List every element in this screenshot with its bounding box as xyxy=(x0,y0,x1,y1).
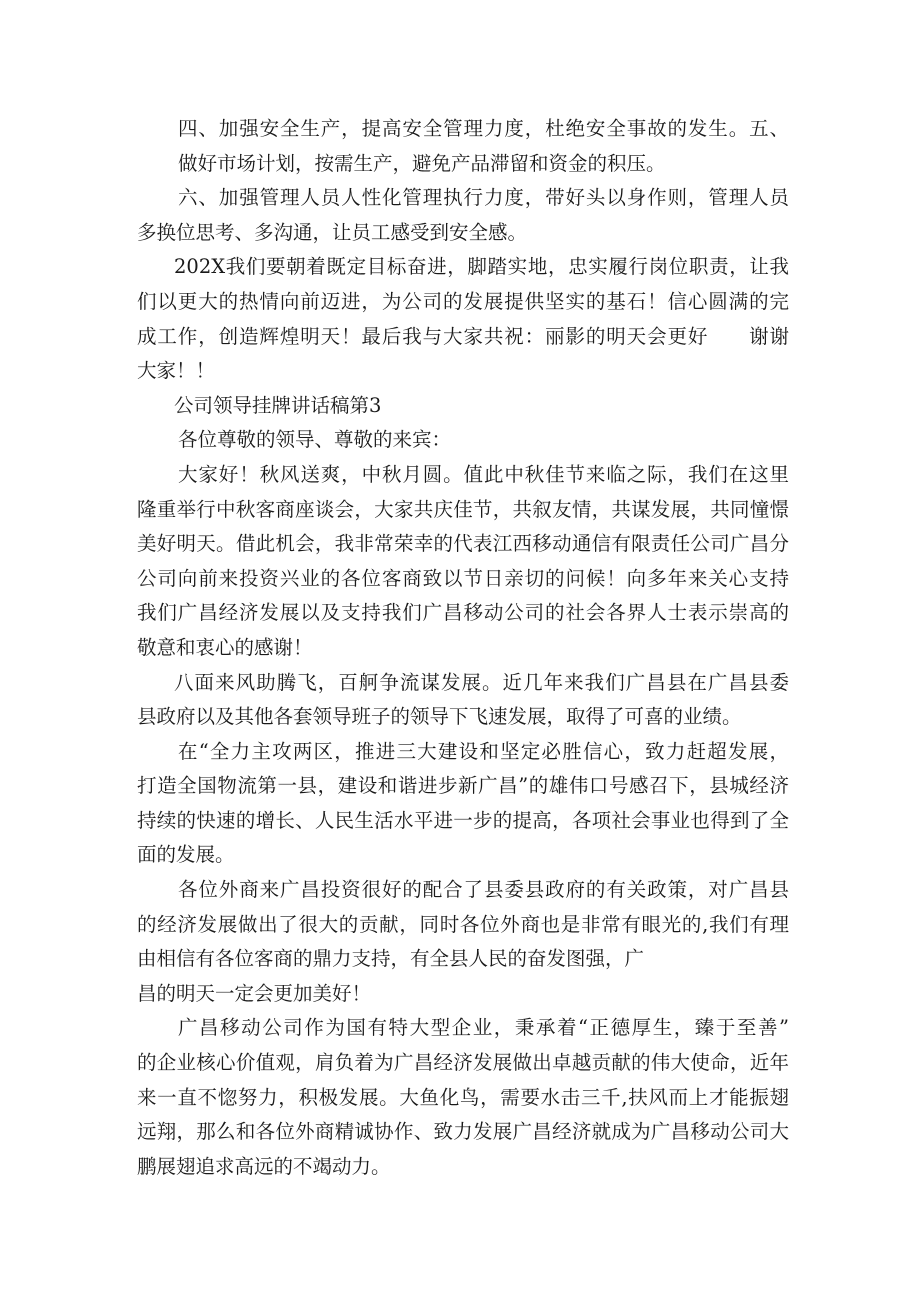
text-line: 在“全力主攻两区，推进三大建设和坚定必胜信心，致力赶超发展， xyxy=(178,739,789,763)
text-line: 大家！！ xyxy=(137,359,216,383)
text-line: 鹏展翅追求高远的不竭动力。 xyxy=(137,1154,391,1178)
text-line: 由相信有各位客商的鼎力支持，有全县人民的奋发图强，广 xyxy=(137,947,645,971)
salutation: 各位尊敬的领导、尊敬的来宾： xyxy=(178,428,452,452)
text-line: 打造全国物流第一县，建设和谐进步新广昌”的雄伟口号感召下，县城经济 xyxy=(137,774,789,798)
text-line: 持续的快速的增长、人民生活水平进一步的提高，各项社会事业也得到了全 xyxy=(137,808,789,832)
text-line: 我们广昌经济发展以及支持我们广昌移动公司的社会各界人士表示崇高的 xyxy=(137,601,789,625)
text-line: 公司向前来投资兴业的各位客商致以节日亲切的问候！向多年来关心支持 xyxy=(137,566,789,590)
text-line: 六、加强管理人员人性化管理执行力度，带好头以身作则，管理人员 xyxy=(178,186,789,210)
text-line: 成工作，创造辉煌明天！最后我与大家共祝：丽影的明天会更好 谢谢 xyxy=(137,324,789,348)
text-line: 敬意和衷心的感谢！ xyxy=(137,635,313,659)
text-line: 的经济发展做出了很大的贡献，同时各位外商也是非常有眼光的,我们有理 xyxy=(137,912,789,936)
document-body xyxy=(137,112,789,1184)
text-line: 四、加强安全生产，提高安全管理力度，杜绝安全事故的发生。五、 xyxy=(178,117,789,140)
text-line: 202X我们要朝着既定目标奋进，脚踏实地，忠实履行岗位职责，让我 xyxy=(174,255,789,279)
text-line: 广昌移动公司作为国有特大型企业，秉承着“正德厚生，臻于至善” xyxy=(178,1016,789,1040)
text-line: 昌的明天一定会更加美好！ xyxy=(137,981,372,1005)
text-line: 多换位思考、多沟通，让员工感受到安全感。 xyxy=(137,220,528,244)
section-title: 公司领导挂牌讲话稿第3 xyxy=(174,393,382,417)
text-line: 做好市场计划，按需生产，避免产品滞留和资金的积压。 xyxy=(178,151,666,175)
text-line: 来一直不惚努力，积极发展。大鱼化鸟，需要水击三千,扶风而上才能振翅 xyxy=(137,1085,789,1109)
text-line: 远翔，那么和各位外商精诚协作、致力发展广昌经济就成为广昌移动公司大 xyxy=(137,1120,789,1144)
text-line: 大家好！秋风送爽，中秋月圆。值此中秋佳节来临之际，我们在这里 xyxy=(178,462,789,486)
text-line: 面的发展。 xyxy=(137,843,235,867)
text-line: 县政府以及其他各套领导班子的领导下飞速发展，取得了可喜的业绩。 xyxy=(137,705,742,729)
text-line: 各位外商来广昌投资很好的配合了县委县政府的有关政策，对广昌县 xyxy=(178,878,789,902)
text-line: 八面来风助腾飞，百舸争流谋发展。近几年来我们广昌县在广昌县委 xyxy=(174,670,789,694)
text-line: 美好明天。借此机会，我非常荣幸的代表江西移动通信有限责任公司广昌分 xyxy=(137,532,789,556)
text-line: 隆重举行中秋客商座谈会，大家共庆佳节，共叙友情，共谋发展，共同憧憬 xyxy=(137,497,789,521)
text-line: 的企业核心价值观，肩负着为广昌经济发展做出卓越贡献的伟大使命，近年 xyxy=(137,1051,789,1075)
text-line: 们以更大的热情向前迈进，为公司的发展提供坚实的基石！信心圆满的完 xyxy=(137,289,789,313)
